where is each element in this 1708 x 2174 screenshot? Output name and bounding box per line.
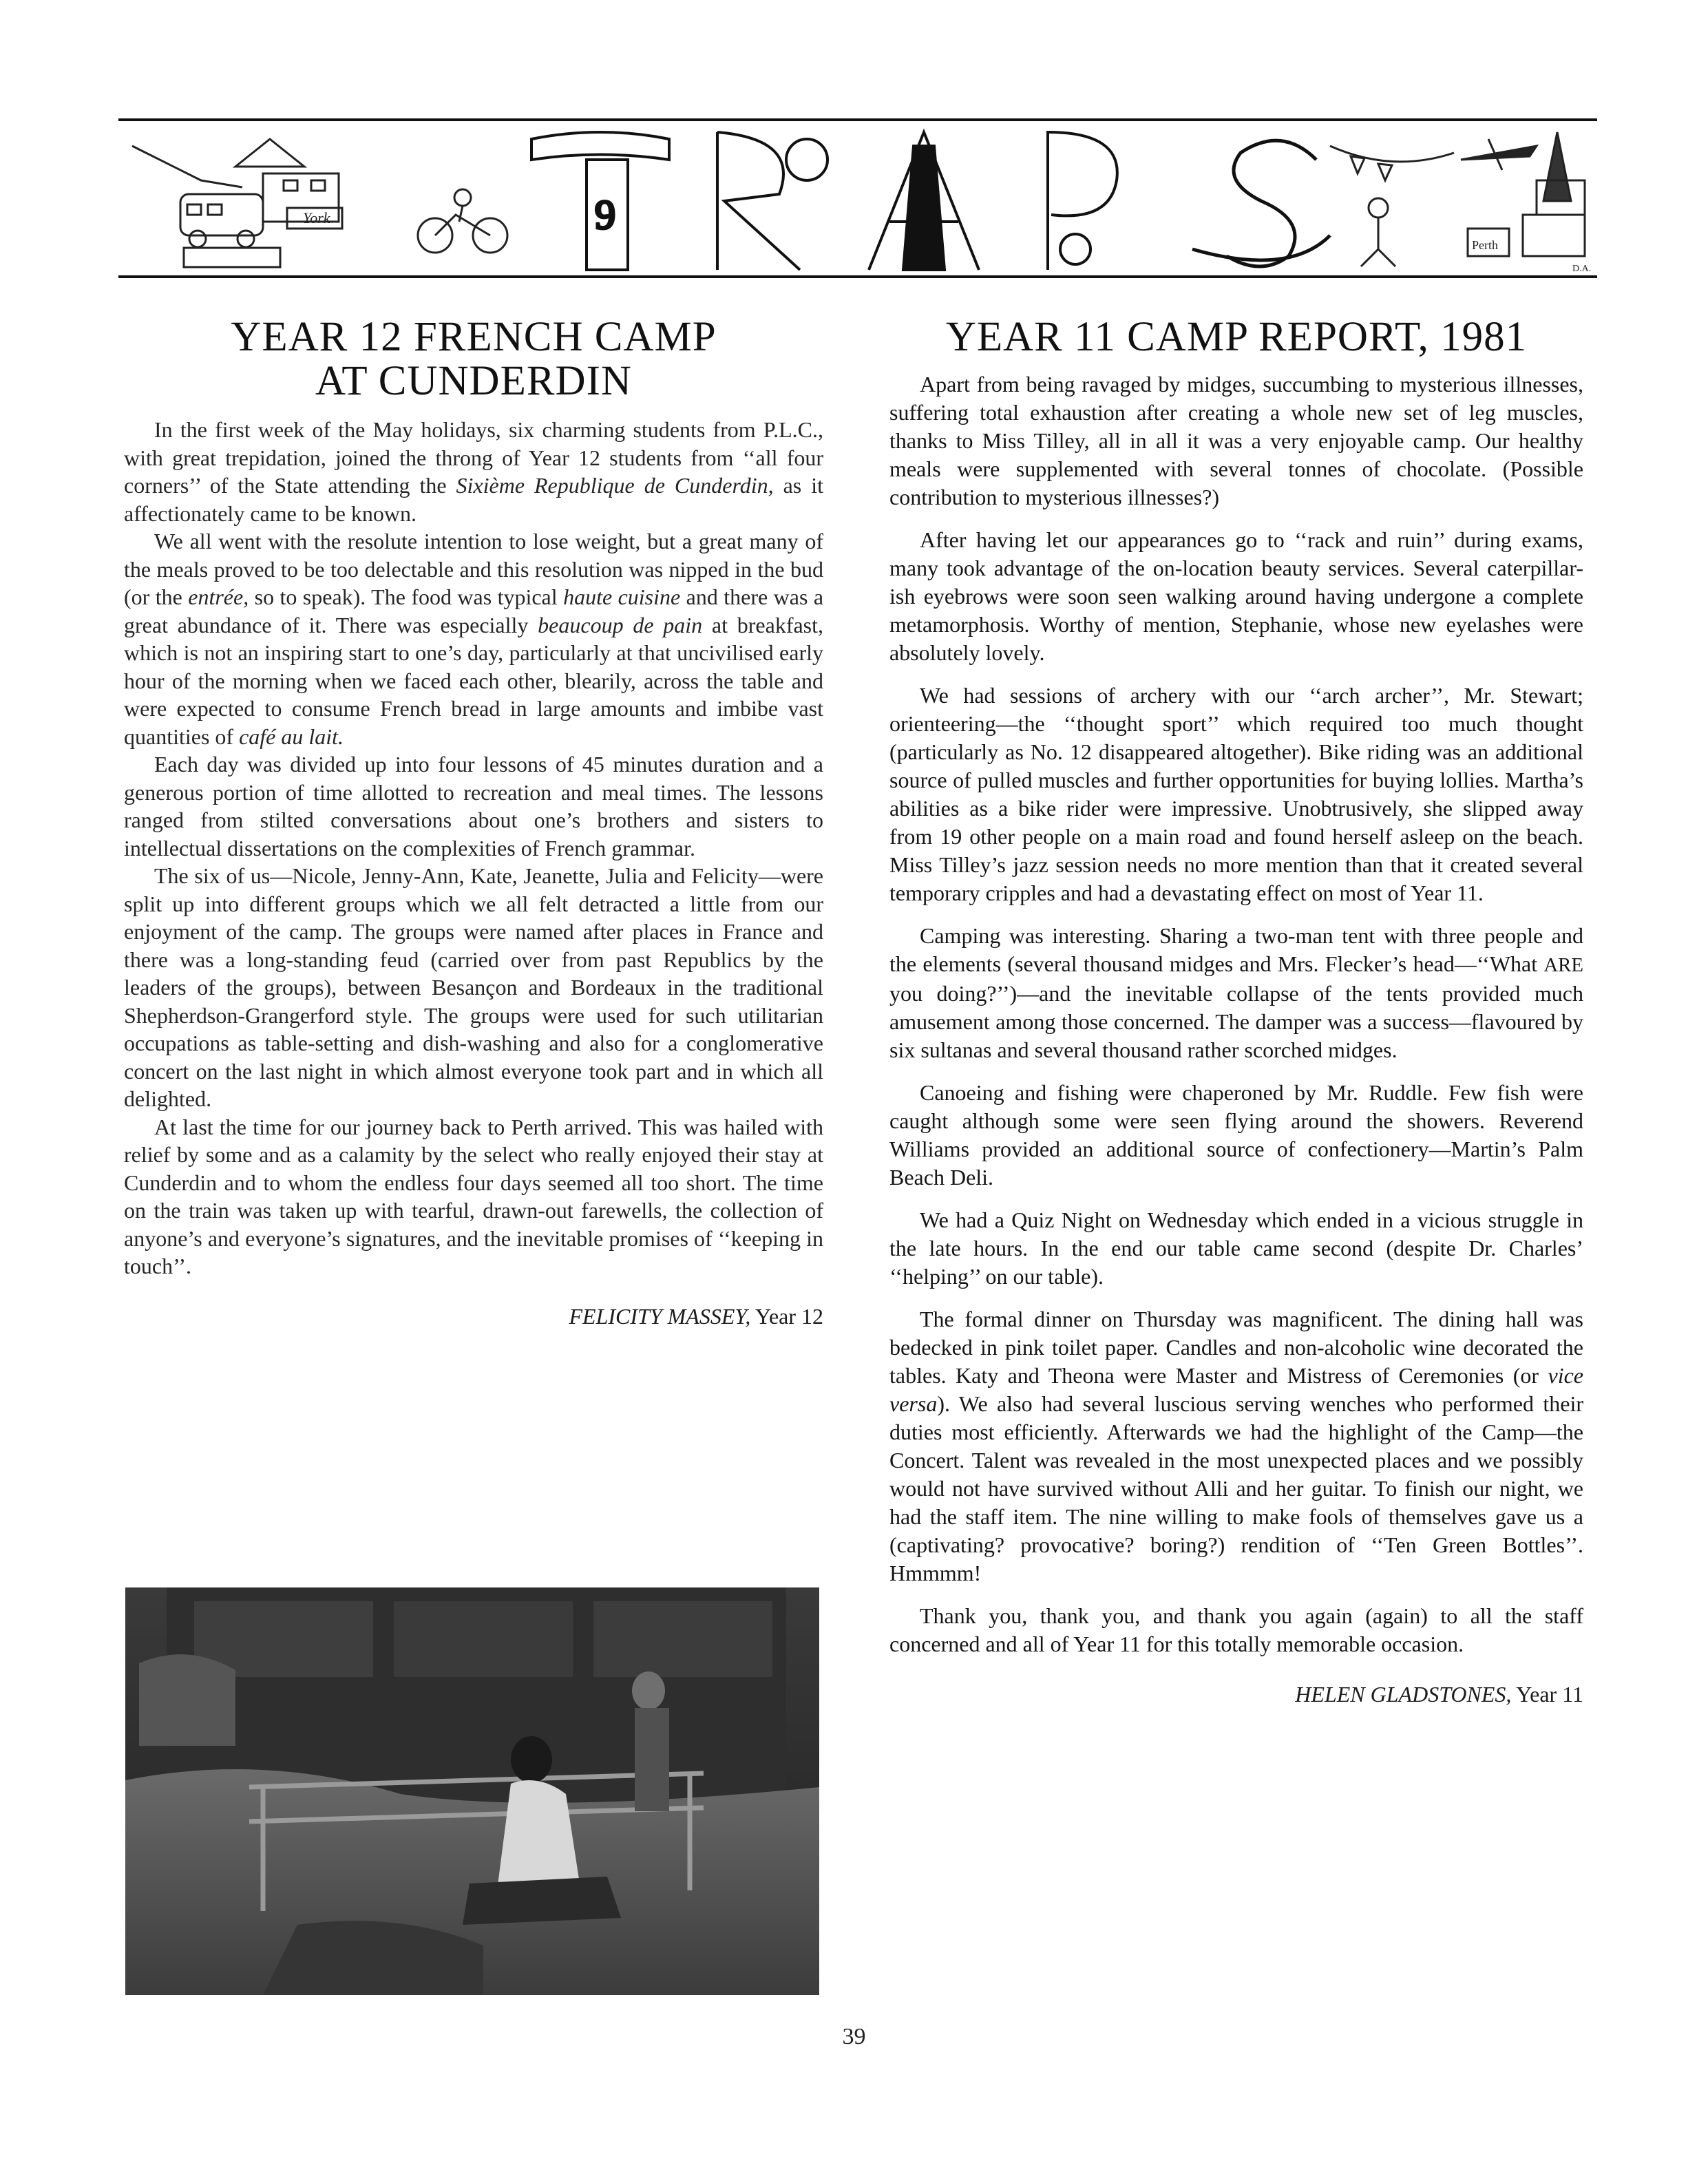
right-article-title: YEAR 11 CAMP REPORT, 1981 [945,314,1528,360]
letter-s [1192,140,1330,266]
cyclist-sketch [418,189,507,253]
right-paragraph-3: We had sessions of archery with our ‘‘arch archer’’, Mr. Stewart; orienteering—the ‘‘thought sport’’ which required too much thought (particularly as No. 12 disappeared altogether). Bike riding was an additional source of pulled muscles and further opportunities for buying lollies. Martha’s abilities as a bike rider were impressive. Unobtrusively, she slipped away from 19 other people on a main road and found herself asleep on the beach. Miss Tilley’s jazz session needs no more mention than that it created several temporary cripples and had a devastating effect on most of Year 11. [889,683,1583,905]
letter-t [531,132,669,270]
right-paragraph-8: Thank you, thank you, and thank you again (again) to all the staff concerned and all of Year 11 for this totally memorable occasion. [889,1603,1583,1656]
right-paragraph-7: The formal dinner on Thursday was magnificent. The dining hall was bedecked in pink toilet paper. Candles and non-alcoholic wine decorated the tables. Katy and Theona were Master and Mistress of Ceremonies (or vice versa). We also had several luscious serving wenches who performed their duties most efficiently. Afterwards we had the highlight of the Camp—the Concert. Talent was revealed in the most unexpected places and we possibly would not have survived without Alli and her guitar. To finish our night, we had the staff item. The nine willing to make fools of themselves gave us a (captivating? provocative? boring?) rendition of ‘‘Ten Green Bottles’’. Hmmmm! [889,1307,1583,1585]
letter-a [869,132,979,270]
banner-drawing [118,118,1597,278]
right-paragraph-2: After having let our appearances go to ‘‘rack and ruin’’ during exams, many took advantage of the on-location beauty services. Several caterpillar-ish eyebrows were soon seen walking around having undergone a complete metamorphosis. Worthy of mention, Stephanie, whose new eyelashes were absolutely lovely. [889,527,1583,665]
left-paragraph-3: Each day was divided up into four lessons of 45 minutes duration and a generous portion of time allotted to recreation and meal times. The lessons ranged from stilted conversations about one’s brothers and sisters to intellectual dissertations on the complexities of French grammar. [124,752,823,861]
right-paragraph-6: We had a Quiz Night on Wednesday which ended in a vicious struggle in the late hours. In the end our table came second (despite Dr. Charles’ ‘‘helping’’ on our table). [889,1207,1583,1289]
left-title-line-1: YEAR 12 FRENCH CAMP [231,314,717,360]
right-byline-name: HELEN GLADSTONES, [1295,1682,1512,1707]
left-paragraph-2: We all went with the resolute intention to lose weight, but a great many of the meals proved to be too delectable and this resolution was nipped in the bud (or the entrée, so to speak). The food was typical haute cuisine and there was a great abundance of it. There was especially beaucoup de pain at breakfast, which is not an inspiring start to one’s day, particularly at that uncivilised early hour of the morning when we faced each other, blearily, across the table and were expected to consume French bread in large amounts and imbibe vast quantities of café au lait. [124,529,824,749]
left-paragraph-5: At last the time for our journey back to Perth arrived. This was hailed with relief by some and as a calamity by the select who really enjoyed their stay at Cunderdin and to whom the endless four days seemed all too short. The time on the train was taken up with tearful, drawn-out farewells, the collection of anyone’s and everyone’s signatures, and the inevitable promises of ‘‘keeping in touch’’. [124,1114,823,1278]
left-paragraph-4: The six of us—Nicole, Jenny-Ann, Kate, Jeanette, Julia and Felicity—were split up into different groups which we all felt detracted a little from our enjoyment of the camp. The groups were named after places in France and there was a long-standing feud (carried over from past Republics by the leaders of the groups), between Besançon and Bordeaux in the traditional Shepherdson-Grangerford style. The groups were used for such utilitarian occupations as table-setting and dish-washing and also for a conglomerative concert on the last night in which almost everyone took part and in which all delighted. [124,863,823,1111]
right-byline-year: Year 11 [1511,1682,1583,1707]
camp-photo [125,1587,819,1995]
svg-text:9: 9 [595,192,615,238]
letter-p [1048,132,1117,270]
right-article-body [889,370,1583,1658]
left-byline-year: Year 12 [750,1303,823,1329]
right-article [889,315,1583,1707]
house-car-sketch [132,139,342,267]
perth-sign: Perth [1472,238,1498,252]
left-article-title [124,315,823,403]
left-byline [124,1304,823,1329]
traps-banner [118,118,1597,278]
camp-photo-scene [125,1587,819,1995]
left-article-body [124,416,823,1280]
right-paragraph-1: Apart from being ravaged by midges, succumbing to mysterious illnesses, suffering total exhaustion after creating a whole new set of leg muscles, thanks to Miss Tilley, all in all it was a very enjoyable camp. Our healthy meals were supplemented with several tonnes of chocolate. (Possible contribution to mysterious illnesses?) [889,372,1583,509]
left-article [124,315,823,1329]
right-byline [889,1682,1583,1707]
letter-r [717,132,827,270]
right-paragraph-4: Camping was interesting. Sharing a two-man tent with three people and the elements (several thousand midges and Mrs. Flecker’s head—‘‘What ARE you doing?’’)—and the inevitable collapse of the tents provided much amusement among those concerned. The damper was a success—flavoured by six sultanas and several thousand rather scorched midges. [889,923,1583,1062]
left-paragraph-1: In the first week of the May holidays, six charming students from P.L.C., with great trepidation, joined the throng of Year 12 students from ‘‘all four corners’’ of the State attending the Sixième Republique de Cunderdin, as it affectionately came to be known. [124,417,824,526]
left-title-line-2: AT CUNDERDIN [315,358,632,404]
york-sign: York [303,209,330,226]
left-byline-name: FELICITY MASSEY, [569,1303,751,1329]
bunting-plane-sketch [1330,139,1537,266]
page-number: 39 [842,2024,866,2049]
artist-initials: D.A. [1572,264,1592,274]
right-paragraph-5: Canoeing and fishing were chaperoned by Mr. Ruddle. Few fish were caught although some were seen flying around the showers. Reverend Williams provided an additional source of confectionery—Martin’s Palm Beach Deli. [889,1080,1583,1190]
